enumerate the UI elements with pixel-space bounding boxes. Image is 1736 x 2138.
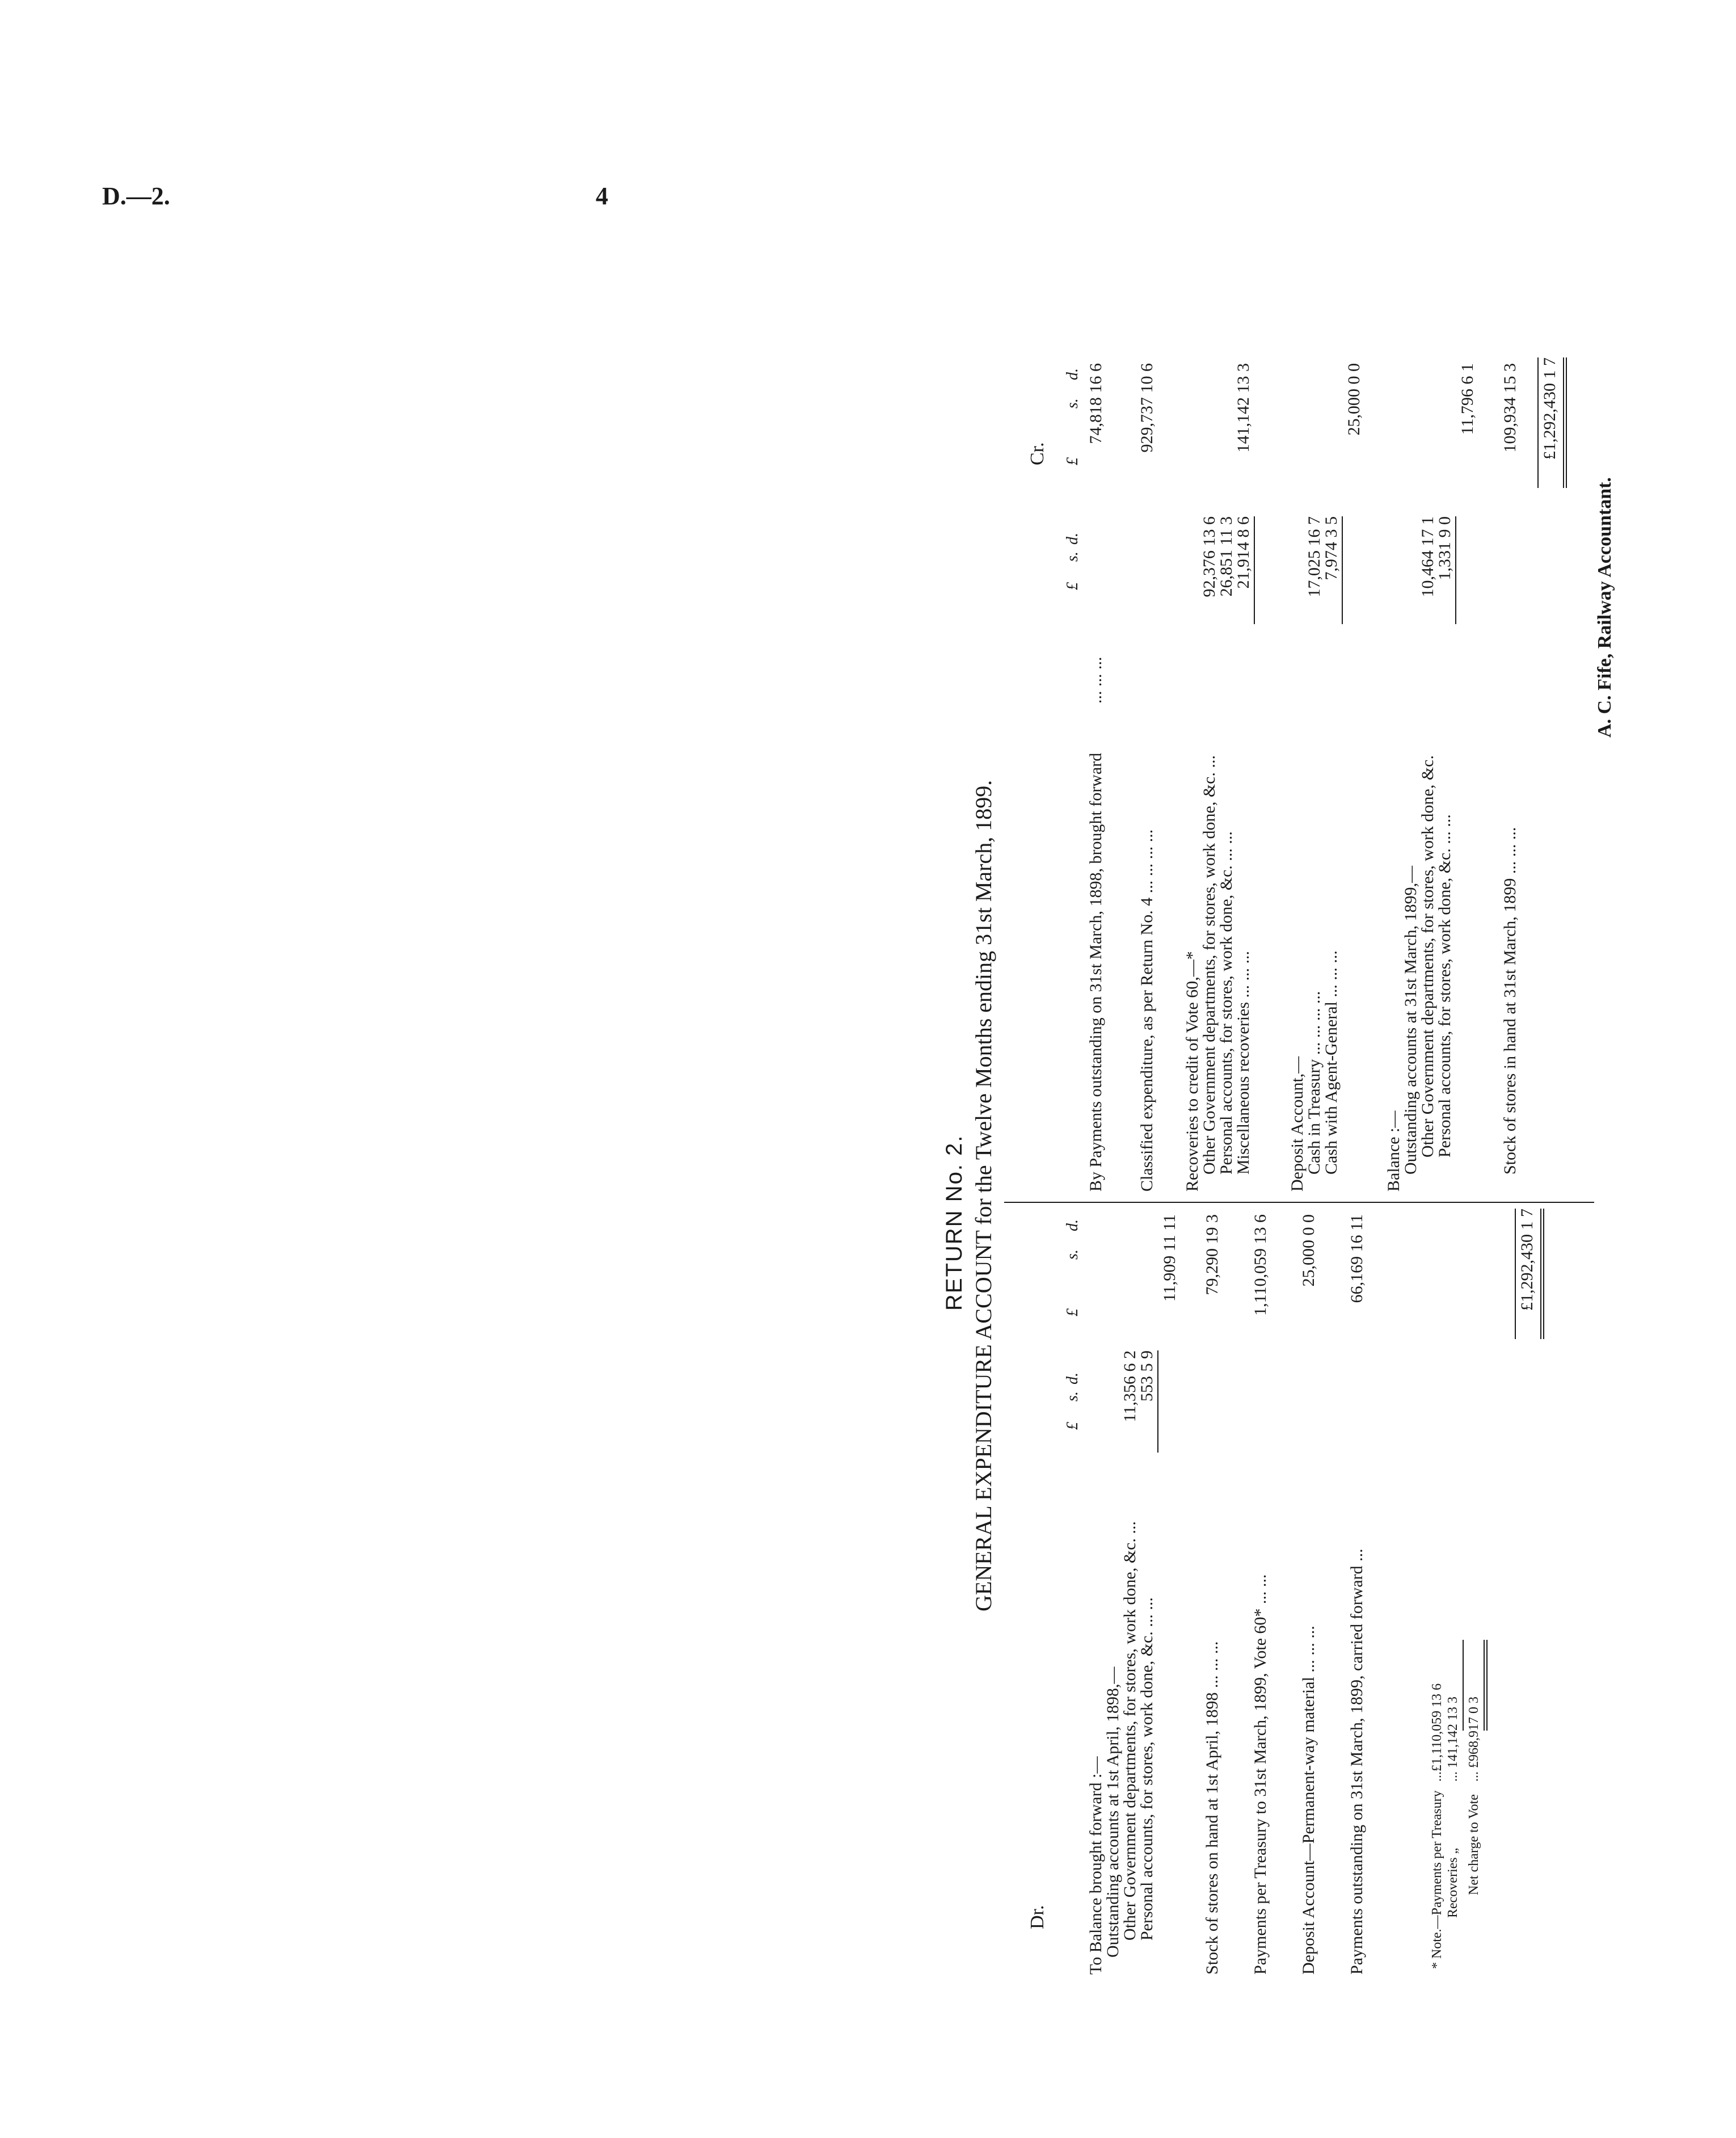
dr-note-val2: ... 141,142 13 3 — [1446, 1697, 1460, 1782]
cr-row-recov-personal: Personal accounts, for stores, work done, &c. ... ... — [1217, 831, 1236, 1175]
cr-val-recov-personal: 26,851 11 3 — [1217, 516, 1236, 597]
dr-total-rule-bot2 — [1543, 1209, 1544, 1339]
dr-note-rule2 — [1484, 1640, 1485, 1731]
cr-row-bal-personal: Personal accounts, for stores, work done, &c. ... ... — [1435, 814, 1454, 1158]
dr-label: Dr. — [1027, 1905, 1048, 1929]
dr-note-label: * Note.—Payments per Treasury — [1430, 1790, 1444, 1969]
page-number: 4 — [596, 182, 608, 210]
cr-val-bal-other: 10,464 17 1 — [1418, 516, 1437, 597]
cr-val-stock: 109,934 15 3 — [1501, 363, 1519, 453]
cr-row-by-payments-dots: ... ... ... — [1086, 656, 1105, 704]
cr-total-rule-bot — [1563, 357, 1564, 488]
dr-val-personal: 553 5 9 — [1137, 1350, 1156, 1402]
center-divider — [1004, 1202, 1594, 1203]
cr-row-bal-other: Other Government departments, for stores, work done, &c. — [1418, 755, 1437, 1158]
dr-note-rule — [1463, 1640, 1464, 1731]
cr-val-cash-agent: 7,974 3 5 — [1322, 516, 1341, 580]
cr-val-bal-personal: 1,331 9 0 — [1435, 516, 1454, 580]
cr-col-d1: d. — [1064, 533, 1081, 545]
dr-total-rule-top — [1515, 1209, 1516, 1339]
dr-note-recov: Recoveries „ — [1446, 1847, 1460, 1918]
cr-val-cash-treasury: 17,025 16 7 — [1305, 516, 1324, 597]
cr-outstanding-line: Outstanding accounts at 31st March, 1899,— — [1401, 865, 1420, 1175]
cr-col-s2: s. — [1064, 398, 1081, 409]
cr-balance-total: 11,796 6 1 — [1458, 363, 1477, 435]
dr-balance-total: 11,909 11 11 — [1160, 1214, 1179, 1302]
cr-balance-line: Balance :— — [1384, 1110, 1403, 1192]
cr-col-s1: s. — [1064, 552, 1081, 562]
cr-val-classified: 929,737 10 6 — [1137, 363, 1156, 453]
dr-row-payments: Payments per Treasury to 31st March, 1899, Vote 60* ... ... — [1251, 1574, 1270, 1975]
dr-row-deposit: Deposit Account—Permanent-way material ... ... ... — [1299, 1626, 1318, 1975]
dr-col-pound1: £ — [1064, 1422, 1081, 1430]
dr-note-val3: ... £968,917 0 3 — [1467, 1697, 1481, 1782]
dr-col-d1: d. — [1064, 1373, 1081, 1384]
return-title: RETURN No. 2. — [942, 1134, 967, 1311]
cr-row-recov-other: Other Government departments, for stores, work done, &c. ... — [1200, 755, 1219, 1175]
cr-row-cash-treasury: Cash in Treasury ... ... ... ... — [1305, 991, 1324, 1175]
cr-col-pound2: £ — [1064, 457, 1081, 465]
cr-col-d2: d. — [1064, 368, 1081, 380]
cr-val-by-payments: 74,818 16 6 — [1086, 363, 1105, 444]
page-ref: D.—2. — [102, 182, 170, 210]
cr-recov-total: 141,142 13 3 — [1234, 363, 1253, 453]
dr-balance-line: To Balance brought forward :— — [1086, 1756, 1105, 1975]
cr-row-stock: Stock of stores in hand at 31st March, 1899 ... ... ... — [1501, 827, 1519, 1175]
cr-deposit-total: 25,000 0 0 — [1345, 363, 1363, 436]
dr-row-outstanding: Payments outstanding on 31st March, 1899, carried forward ... — [1347, 1548, 1366, 1975]
cr-grand-total: £1,292,430 1 7 — [1540, 357, 1559, 460]
dr-val-stock: 79,290 19 3 — [1203, 1214, 1221, 1295]
cr-row-by-payments: By Payments outstanding on 31st March, 1898, brought forward — [1086, 752, 1105, 1192]
cr-row-classified: Classified expenditure, as per Return No. 4 ... ... ... ... — [1137, 829, 1156, 1192]
account-subtitle: GENERAL EXPENDITURE ACCOUNT for the Twelve Months ending 31st March, 1899. — [971, 780, 996, 1611]
dr-row-personal: Personal accounts, for stores, work done, &c. ... ... — [1137, 1597, 1156, 1941]
dr-subtotal-rule — [1157, 1350, 1158, 1453]
dr-val-outstanding: 66,169 16 11 — [1347, 1214, 1366, 1303]
dr-grand-total: £1,292,430 1 7 — [1518, 1209, 1536, 1311]
dr-col-s2: s. — [1064, 1249, 1081, 1260]
account-sheet — [942, 295, 1736, 1997]
dr-note-net: Net charge to Vote — [1467, 1794, 1481, 1895]
dr-note-val1: ...£1,110,059 13 6 — [1430, 1683, 1444, 1782]
dr-col-pound2: £ — [1064, 1308, 1081, 1316]
dr-col-d2: d. — [1064, 1219, 1081, 1231]
cr-val-recov-other: 92,376 13 6 — [1200, 516, 1219, 597]
dr-row-stock: Stock of stores on hand at 1st April, 1898 ... ... ... — [1203, 1641, 1221, 1975]
cr-total-rule-bot2 — [1566, 357, 1567, 488]
cr-row-cash-agent: Cash with Agent-General ... ... ... — [1322, 950, 1341, 1175]
dr-outstanding-line: Outstanding accounts at 1st April, 1898,— — [1103, 1666, 1122, 1958]
cr-val-recov-misc: 21,914 8 6 — [1234, 516, 1253, 589]
dr-total-rule-bot — [1540, 1209, 1541, 1339]
dr-col-s1: s. — [1064, 1391, 1081, 1402]
cr-recov-rule — [1254, 516, 1255, 624]
cr-row-recov-misc: Miscellaneous recoveries ... ... ... — [1234, 950, 1253, 1175]
dr-val-payments: 1,110,059 13 6 — [1251, 1214, 1270, 1316]
dr-val-other-govt: 11,356 6 2 — [1120, 1350, 1139, 1422]
signature: A. C. Fife, Railway Accountant. — [1594, 477, 1615, 738]
cr-label: Cr. — [1027, 442, 1048, 465]
cr-deposit-line: Deposit Account,— — [1288, 1056, 1307, 1192]
dr-note-rule3 — [1486, 1640, 1488, 1731]
dr-row-other-govt: Other Government departments, for stores, work done, &c. ... — [1120, 1521, 1139, 1941]
cr-col-pound1: £ — [1064, 582, 1081, 590]
cr-total-rule-top — [1537, 357, 1539, 488]
cr-balance-rule — [1455, 516, 1456, 624]
cr-recov-line: Recoveries to credit of Vote 60,—* — [1183, 951, 1202, 1192]
cr-deposit-rule — [1342, 516, 1343, 624]
dr-val-deposit: 25,000 0 0 — [1299, 1214, 1318, 1287]
